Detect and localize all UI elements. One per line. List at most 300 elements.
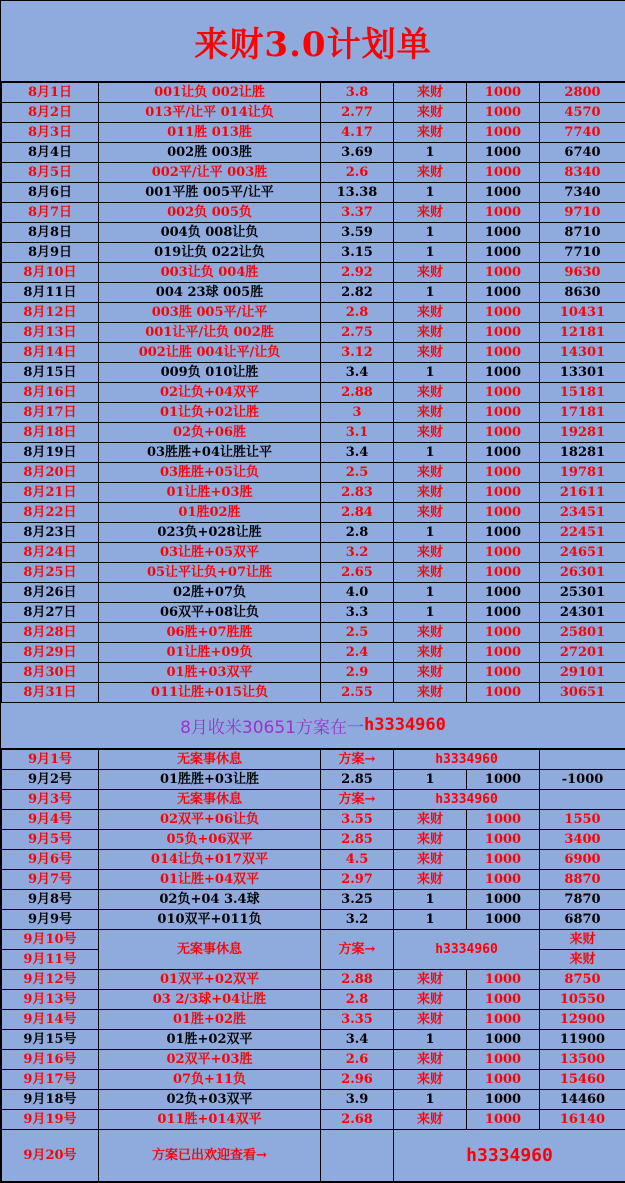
stake-cell: 1000: [467, 1070, 540, 1090]
result-cell: 来财: [394, 303, 467, 323]
total-cell: 14460: [540, 1090, 625, 1110]
table-row: [2, 1090, 625, 1110]
date-cell: 8月1日: [2, 83, 99, 103]
table-row: [2, 323, 625, 343]
odds-cell: 2.84: [321, 503, 394, 523]
arrow-cell: 方案→: [321, 930, 394, 970]
odds-cell: 2.9: [321, 663, 394, 683]
plan-cell: 03 2/3球+04让胜: [99, 990, 321, 1010]
result-cell: 来财: [394, 683, 467, 703]
stake-cell: 1000: [467, 1010, 540, 1030]
table-row: [2, 930, 625, 950]
odds-cell: 3.1: [321, 423, 394, 443]
table-row: [2, 1010, 625, 1030]
stake-cell: 1000: [467, 683, 540, 703]
plan-cell: 02让负+04双平: [99, 383, 321, 403]
date-cell: 9月15号: [2, 1030, 99, 1050]
total-cell: 27201: [540, 643, 625, 663]
total-cell: 19281: [540, 423, 625, 443]
stake-cell: 1000: [467, 503, 540, 523]
stake-cell: 1000: [467, 1110, 540, 1130]
total-cell: 2800: [540, 83, 625, 103]
odds-cell: 3.4: [321, 443, 394, 463]
odds-cell: 2.55: [321, 683, 394, 703]
arrow-cell: 方案→: [321, 750, 394, 770]
stake-cell: 1000: [467, 403, 540, 423]
total-cell: 11900: [540, 1030, 625, 1050]
result-cell: 1: [394, 243, 467, 263]
stake-cell: 1000: [467, 443, 540, 463]
plan-cell: 无案事休息: [99, 790, 321, 810]
date-cell: 8月7日: [2, 203, 99, 223]
table-row: [2, 143, 625, 163]
table-row: [2, 790, 625, 810]
result-cell: 来财: [394, 830, 467, 850]
result-cell: 1: [394, 1090, 467, 1110]
table-row: [2, 810, 625, 830]
result-cell: 1: [394, 143, 467, 163]
plan-cell: 002负 005负: [99, 203, 321, 223]
stake-cell: 1000: [467, 870, 540, 890]
total-cell: 19781: [540, 463, 625, 483]
plan-cell: 03胜胜+04让胜让平: [99, 443, 321, 463]
total-cell: 8340: [540, 163, 625, 183]
table-row: [2, 990, 625, 1010]
plan-cell: 01让胜+09负: [99, 643, 321, 663]
date-cell: 8月26日: [2, 583, 99, 603]
result-cell: 来财: [394, 563, 467, 583]
date-cell: 8月19日: [2, 443, 99, 463]
date-cell: 8月16日: [2, 383, 99, 403]
total-cell: 21611: [540, 483, 625, 503]
table-row: [2, 1030, 625, 1050]
odds-cell: 2.8: [321, 523, 394, 543]
total-cell: 22451: [540, 523, 625, 543]
result-cell: 来财: [394, 1110, 467, 1130]
date-cell: 9月20号: [2, 1130, 99, 1182]
table-row: [2, 1070, 625, 1090]
odds-cell: 2.92: [321, 263, 394, 283]
plan-cell: 01双平+02双平: [99, 970, 321, 990]
code-cell: h3334960: [394, 930, 540, 970]
plan-cell: 06胜+07胜胜: [99, 623, 321, 643]
stake-cell: 1000: [467, 343, 540, 363]
plan-cell: 002平/让平 003胜: [99, 163, 321, 183]
plan-cell: 06双平+08让负: [99, 603, 321, 623]
plan-cell: 011胜+014双平: [99, 1110, 321, 1130]
result-cell: 来财: [394, 850, 467, 870]
arrow-cell: 方案→: [321, 790, 394, 810]
plan-cell: 001让平/让负 002胜: [99, 323, 321, 343]
result-cell: 来财: [394, 203, 467, 223]
empty-cell: [321, 1130, 394, 1182]
september-table: [1, 749, 625, 810]
odds-cell: 2.96: [321, 1070, 394, 1090]
date-cell: 8月21日: [2, 483, 99, 503]
total-cell: 25801: [540, 623, 625, 643]
date-cell: 8月15日: [2, 363, 99, 383]
result-cell: 来财: [394, 403, 467, 423]
result-cell: 1: [394, 363, 467, 383]
table-row: [2, 263, 625, 283]
plan-cell: 02负+03双平: [99, 1090, 321, 1110]
result-cell: 1: [394, 523, 467, 543]
total-cell: 12900: [540, 1010, 625, 1030]
total-cell: 4570: [540, 103, 625, 123]
stake-cell: 1000: [467, 183, 540, 203]
date-cell: 8月20日: [2, 463, 99, 483]
date-cell: 9月13号: [2, 990, 99, 1010]
table-row: [2, 870, 625, 890]
table-row: [2, 83, 625, 103]
date-cell: 8月28日: [2, 623, 99, 643]
stake-cell: 1000: [467, 143, 540, 163]
odds-cell: 3.3: [321, 603, 394, 623]
total-cell: 18281: [540, 443, 625, 463]
stake-cell: 1000: [467, 890, 540, 910]
date-cell: 9月3号: [2, 790, 99, 810]
plan-cell: 02负+06胜: [99, 423, 321, 443]
stake-cell: 1000: [467, 563, 540, 583]
odds-cell: 2.83: [321, 483, 394, 503]
table-row: [2, 523, 625, 543]
table-row: [2, 543, 625, 563]
stake-cell: 1000: [467, 970, 540, 990]
total-cell: 7740: [540, 123, 625, 143]
table-row: [2, 343, 625, 363]
date-cell: 9月2号: [2, 770, 99, 790]
total-cell: 来财: [540, 950, 625, 970]
odds-cell: 2.97: [321, 870, 394, 890]
total-cell: -1000: [540, 770, 625, 790]
stake-cell: 1000: [467, 770, 540, 790]
date-cell: 9月5号: [2, 830, 99, 850]
stake-cell: 1000: [467, 243, 540, 263]
table-row: [2, 1130, 625, 1182]
plan-cell: 01让胜+04双平: [99, 870, 321, 890]
total-cell: 24651: [540, 543, 625, 563]
total-cell: [540, 790, 625, 810]
date-cell: 8月22日: [2, 503, 99, 523]
date-cell: 8月23日: [2, 523, 99, 543]
plan-cell: 01胜02胜: [99, 503, 321, 523]
result-cell: 来财: [394, 463, 467, 483]
plan-cell: 014让负+017双平: [99, 850, 321, 870]
plan-cell: 023负+028让胜: [99, 523, 321, 543]
table-row: [2, 183, 625, 203]
plan-cell: 002让胜 004让平/让负: [99, 343, 321, 363]
table-row: [2, 223, 625, 243]
september-last-row: [1, 1129, 625, 1182]
total-cell: 6870: [540, 910, 625, 930]
date-cell: 8月11日: [2, 283, 99, 303]
total-cell: 6900: [540, 850, 625, 870]
total-cell: 23451: [540, 503, 625, 523]
table-row: [2, 403, 625, 423]
plan-cell: 003让负 004胜: [99, 263, 321, 283]
stake-cell: 1000: [467, 323, 540, 343]
total-cell: 来财: [540, 930, 625, 950]
total-cell: 8870: [540, 870, 625, 890]
table-row: [2, 423, 625, 443]
total-cell: 7870: [540, 890, 625, 910]
total-cell: 3400: [540, 830, 625, 850]
code-cell: h3334960: [394, 790, 540, 810]
odds-cell: 3.69: [321, 143, 394, 163]
result-cell: 来财: [394, 83, 467, 103]
table-row: [2, 623, 625, 643]
result-cell: 来财: [394, 990, 467, 1010]
result-cell: 1: [394, 283, 467, 303]
table-row: [2, 503, 625, 523]
table-row: [2, 163, 625, 183]
odds-cell: 3.59: [321, 223, 394, 243]
plan-cell: 004 23球 005胜: [99, 283, 321, 303]
stake-cell: 1000: [467, 163, 540, 183]
date-cell: 8月27日: [2, 603, 99, 623]
date-cell: 8月3日: [2, 123, 99, 143]
plan-cell: 001让负 002让胜: [99, 83, 321, 103]
stake-cell: 1000: [467, 283, 540, 303]
stake-cell: 1000: [467, 1030, 540, 1050]
plan-cell: 01胜+02胜: [99, 1010, 321, 1030]
total-cell: 9630: [540, 263, 625, 283]
result-cell: 1: [394, 603, 467, 623]
page-title: 来财3.0计划单: [1, 1, 625, 82]
plan-cell: 02双平+03胜: [99, 1050, 321, 1070]
plan-cell: 003胜 005平/让平: [99, 303, 321, 323]
odds-cell: 3: [321, 403, 394, 423]
date-cell: 8月5日: [2, 163, 99, 183]
table-row: [2, 463, 625, 483]
date-cell: 9月8号: [2, 890, 99, 910]
stake-cell: 1000: [467, 1050, 540, 1070]
plan-cell: 01让胜+03胜: [99, 483, 321, 503]
table-row: [2, 103, 625, 123]
result-cell: 来财: [394, 263, 467, 283]
total-cell: 14301: [540, 343, 625, 363]
table-row: [2, 603, 625, 623]
date-cell: 9月17号: [2, 1070, 99, 1090]
result-cell: 来财: [394, 870, 467, 890]
stake-cell: 1000: [467, 910, 540, 930]
plan-cell: 009负 010让胜: [99, 363, 321, 383]
odds-cell: 2.8: [321, 990, 394, 1010]
table-row: [2, 910, 625, 930]
odds-cell: 2.68: [321, 1110, 394, 1130]
september-merged-rows: [1, 929, 625, 970]
total-cell: 26301: [540, 563, 625, 583]
date-cell: 8月14日: [2, 343, 99, 363]
stake-cell: 1000: [467, 623, 540, 643]
table-row: [2, 363, 625, 383]
odds-cell: 2.77: [321, 103, 394, 123]
stake-cell: 1000: [467, 643, 540, 663]
result-cell: 来财: [394, 970, 467, 990]
odds-cell: 3.25: [321, 890, 394, 910]
odds-cell: 2.6: [321, 163, 394, 183]
stake-cell: 1000: [467, 103, 540, 123]
date-cell: 9月19号: [2, 1110, 99, 1130]
stake-cell: 1000: [467, 583, 540, 603]
date-cell: 8月4日: [2, 143, 99, 163]
odds-cell: 3.2: [321, 543, 394, 563]
result-cell: 来财: [394, 1010, 467, 1030]
plan-cell: 05让平让负+07让胜: [99, 563, 321, 583]
odds-cell: 3.37: [321, 203, 394, 223]
stake-cell: 1000: [467, 423, 540, 443]
total-cell: 7710: [540, 243, 625, 263]
stake-cell: 1000: [467, 303, 540, 323]
result-cell: 来财: [394, 323, 467, 343]
date-cell: 8月8日: [2, 223, 99, 243]
table-row: [2, 970, 625, 990]
odds-cell: 3.4: [321, 363, 394, 383]
odds-cell: 3.2: [321, 910, 394, 930]
table-row: [2, 483, 625, 503]
odds-cell: 13.38: [321, 183, 394, 203]
odds-cell: 2.6: [321, 1050, 394, 1070]
date-cell: 8月10日: [2, 263, 99, 283]
plan-cell: 01胜+03双平: [99, 663, 321, 683]
stake-cell: 1000: [467, 603, 540, 623]
odds-cell: 3.35: [321, 1010, 394, 1030]
stake-cell: 1000: [467, 123, 540, 143]
date-cell: 8月18日: [2, 423, 99, 443]
table-row: [2, 303, 625, 323]
total-cell: 6740: [540, 143, 625, 163]
result-cell: 来财: [394, 1050, 467, 1070]
table-row: [2, 1050, 625, 1070]
plan-cell: 03让胜+05双平: [99, 543, 321, 563]
result-cell: 来财: [394, 163, 467, 183]
result-cell: 来财: [394, 1070, 467, 1090]
august-table: [1, 82, 625, 703]
date-cell: 8月30日: [2, 663, 99, 683]
odds-cell: 2.75: [321, 323, 394, 343]
result-cell: 来财: [394, 503, 467, 523]
result-cell: 来财: [394, 383, 467, 403]
table-row: [2, 383, 625, 403]
date-cell: 9月16号: [2, 1050, 99, 1070]
table-row: [2, 683, 625, 703]
odds-cell: 2.8: [321, 303, 394, 323]
odds-cell: 4.0: [321, 583, 394, 603]
total-cell: 8710: [540, 223, 625, 243]
date-cell: 8月31日: [2, 683, 99, 703]
stake-cell: 1000: [467, 663, 540, 683]
plan-cell: 002胜 003胜: [99, 143, 321, 163]
result-cell: 来财: [394, 423, 467, 443]
plan-cell: 无案事休息: [99, 930, 321, 970]
plan-cell: 01胜胜+03让胜: [99, 770, 321, 790]
date-cell: 8月2日: [2, 103, 99, 123]
odds-cell: 2.65: [321, 563, 394, 583]
plan-cell: 03胜胜+05让负: [99, 463, 321, 483]
plan-cell: 001平胜 005平/让平: [99, 183, 321, 203]
table-row: [2, 203, 625, 223]
date-cell: 8月6日: [2, 183, 99, 203]
september-table-b: [1, 969, 625, 1130]
result-cell: 来财: [394, 643, 467, 663]
stake-cell: 1000: [467, 83, 540, 103]
total-cell: 13301: [540, 363, 625, 383]
august-summary-code: h3334960: [364, 715, 446, 735]
stake-cell: 1000: [467, 463, 540, 483]
plan-cell: 01让负+02让胜: [99, 403, 321, 423]
total-cell: 1550: [540, 810, 625, 830]
total-cell: 7340: [540, 183, 625, 203]
odds-cell: 3.12: [321, 343, 394, 363]
total-cell: 13500: [540, 1050, 625, 1070]
odds-cell: 2.5: [321, 623, 394, 643]
result-cell: 1: [394, 443, 467, 463]
odds-cell: 4.17: [321, 123, 394, 143]
table-row: [2, 890, 625, 910]
total-cell: 24301: [540, 603, 625, 623]
plan-cell: 019让负 022让负: [99, 243, 321, 263]
result-cell: 来财: [394, 123, 467, 143]
result-cell: 1: [394, 1030, 467, 1050]
plan-cell: 01胜+02双平: [99, 1030, 321, 1050]
total-cell: 15181: [540, 383, 625, 403]
table-row: [2, 123, 625, 143]
september-table-a: [1, 809, 625, 930]
result-cell: 来财: [394, 483, 467, 503]
plan-cell: 07负+11负: [99, 1070, 321, 1090]
result-cell: 来财: [394, 103, 467, 123]
table-row: [2, 770, 625, 790]
result-cell: 来财: [394, 543, 467, 563]
result-cell: 来财: [394, 343, 467, 363]
table-row: [2, 1110, 625, 1130]
total-cell: 9710: [540, 203, 625, 223]
odds-cell: 3.8: [321, 83, 394, 103]
result-cell: 来财: [394, 623, 467, 643]
odds-cell: 2.85: [321, 770, 394, 790]
date-cell: 8月24日: [2, 543, 99, 563]
stake-cell: 1000: [467, 543, 540, 563]
plan-cell: 05负+06双平: [99, 830, 321, 850]
result-cell: 1: [394, 183, 467, 203]
total-cell: 25301: [540, 583, 625, 603]
august-summary: [1, 702, 625, 749]
plan-cell: 004负 008让负: [99, 223, 321, 243]
table-row: [2, 563, 625, 583]
date-cell: 8月9日: [2, 243, 99, 263]
date-cell: 8月17日: [2, 403, 99, 423]
odds-cell: 2.85: [321, 830, 394, 850]
result-cell: 1: [394, 910, 467, 930]
date-cell: 9月4号: [2, 810, 99, 830]
date-cell: 8月12日: [2, 303, 99, 323]
stake-cell: 1000: [467, 830, 540, 850]
stake-cell: 1000: [467, 263, 540, 283]
odds-cell: 3.15: [321, 243, 394, 263]
total-cell: 15460: [540, 1070, 625, 1090]
date-cell: 9月7号: [2, 870, 99, 890]
date-cell: 9月18号: [2, 1090, 99, 1110]
odds-cell: 2.82: [321, 283, 394, 303]
total-cell: 10431: [540, 303, 625, 323]
stake-cell: 1000: [467, 850, 540, 870]
odds-cell: 3.4: [321, 1030, 394, 1050]
result-cell: 1: [394, 890, 467, 910]
stake-cell: 1000: [467, 223, 540, 243]
total-cell: [540, 750, 625, 770]
date-cell: 9月9号: [2, 910, 99, 930]
date-cell: 8月29日: [2, 643, 99, 663]
